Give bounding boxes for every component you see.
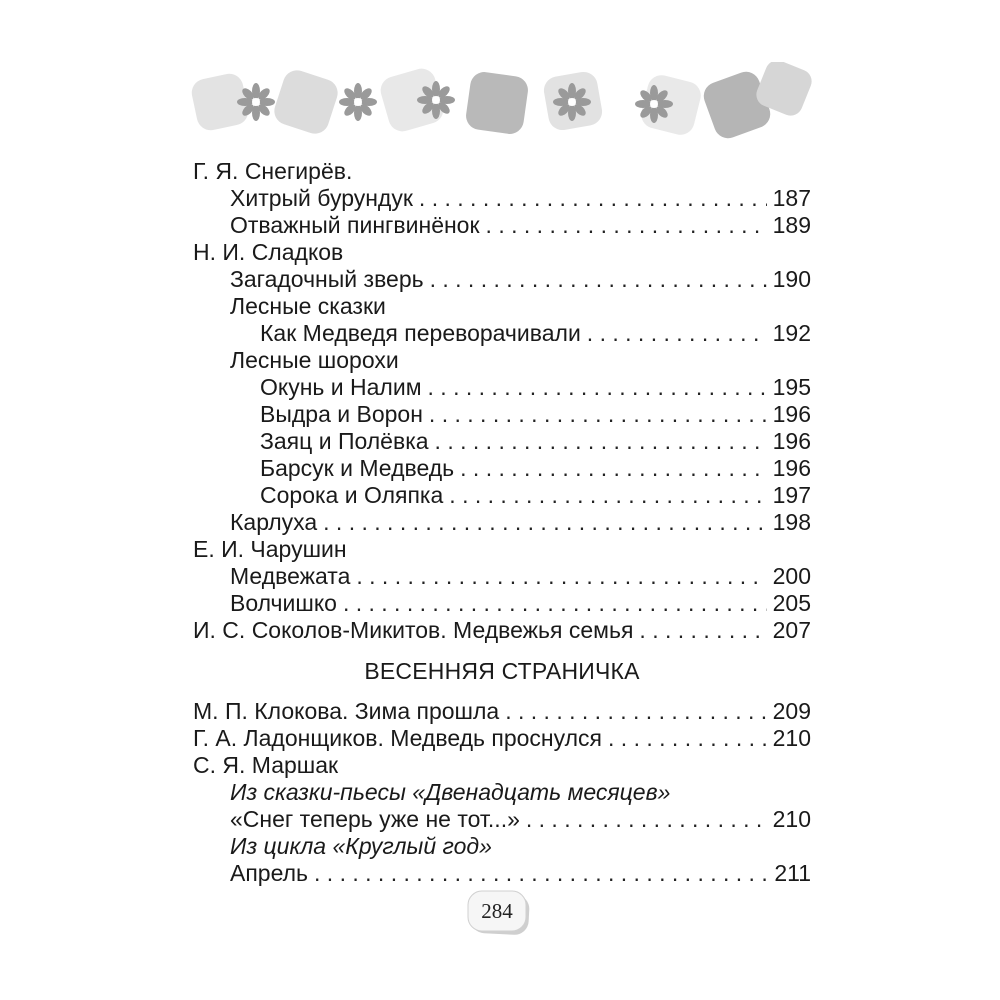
toc-dot-leader <box>419 185 767 212</box>
toc-entry-title: Н. И. Сладков <box>193 239 344 265</box>
toc-entry <box>193 293 811 320</box>
toc-dot-leader <box>343 590 767 617</box>
toc-entry-page: 210 <box>772 806 811 832</box>
header-ornament <box>188 62 816 142</box>
toc-entry-title: Лесные сказки <box>230 293 386 319</box>
toc-entry-page: 192 <box>772 320 811 346</box>
toc-dot-leader <box>526 806 767 833</box>
toc-entry-title: Лесные шорохи <box>230 347 399 373</box>
toc-entry-page: 197 <box>772 482 811 508</box>
toc-entry <box>193 266 811 293</box>
toc-entry-title: Волчишко <box>230 590 337 616</box>
toc-dot-leader <box>460 455 766 482</box>
toc-entry-title: Из цикла «Круглый год» <box>230 833 492 859</box>
table-of-contents <box>193 158 811 887</box>
toc-entry <box>193 212 811 239</box>
toc-entry <box>193 806 811 833</box>
toc-dot-leader <box>486 212 767 239</box>
toc-entry <box>193 401 811 428</box>
toc-entry-title: Г. А. Ладонщиков. Медведь проснулся <box>193 725 603 751</box>
toc-dot-leader <box>314 860 768 887</box>
toc-entry-title: Е. И. Чарушин <box>193 536 347 562</box>
toc-entry-page: 209 <box>772 698 811 724</box>
toc-entry-title: Карлуха <box>230 509 318 535</box>
ornament-tile-4 <box>464 70 530 136</box>
toc-dot-leader <box>356 563 766 590</box>
toc-entry-page: 195 <box>772 374 811 400</box>
toc-entry <box>193 320 811 347</box>
toc-entry-title: Хитрый бурундук <box>230 185 413 211</box>
toc-entry-title: Заяц и Полёвка <box>260 428 429 454</box>
toc-entry <box>193 428 811 455</box>
toc-dot-leader <box>429 401 767 428</box>
toc-entry-title: Загадочный зверь <box>230 266 424 292</box>
toc-entry-title: Окунь и Налим <box>260 374 422 400</box>
section-heading: ВЕСЕННЯЯ СТРАНИЧКА <box>364 658 640 684</box>
ornament-tile-2 <box>271 67 342 138</box>
toc-entry-page: 198 <box>772 509 811 535</box>
toc-entry-title: Выдра и Ворон <box>260 401 423 427</box>
toc-entry-page: 207 <box>772 617 811 643</box>
toc-entry-page: 211 <box>774 860 811 886</box>
toc-dot-leader <box>639 617 766 644</box>
flower-icon <box>339 83 377 121</box>
toc-section-1 <box>193 158 811 644</box>
page-number: 284 <box>481 899 513 923</box>
toc-entry <box>193 347 811 374</box>
toc-entry <box>193 482 811 509</box>
toc-entry-page: 200 <box>772 563 811 589</box>
toc-entry <box>193 860 811 887</box>
toc-entry-title: «Снег теперь уже не тот...» <box>230 806 520 832</box>
toc-entry-page: 187 <box>772 185 811 211</box>
toc-entry-page: 190 <box>772 266 811 292</box>
toc-entry-page: 196 <box>772 401 811 427</box>
toc-entry-title: Как Медведя переворачивали <box>260 320 581 346</box>
toc-entry <box>193 185 811 212</box>
toc-entry-title: Отважный пингвинёнок <box>230 212 480 238</box>
toc-entry-title: Сорока и Оляпка <box>260 482 444 508</box>
toc-entry-page: 205 <box>772 590 811 616</box>
toc-entry-title: С. Я. Маршак <box>193 752 339 778</box>
toc-entry <box>193 833 811 860</box>
toc-dot-leader <box>505 698 766 725</box>
toc-section-2 <box>193 698 811 887</box>
toc-entry <box>193 563 811 590</box>
toc-entry <box>193 374 811 401</box>
toc-dot-leader <box>430 266 767 293</box>
toc-entry <box>193 455 811 482</box>
toc-dot-leader <box>435 428 767 455</box>
toc-entry <box>193 698 811 725</box>
toc-entry-title: Из сказки-пьесы «Двенадцать месяцев» <box>230 779 671 805</box>
toc-entry <box>193 752 811 779</box>
toc-entry-page: 189 <box>772 212 811 238</box>
toc-entry-title: И. С. Соколов-Микитов. Медвежья семья <box>193 617 634 643</box>
toc-entry-page: 196 <box>772 455 811 481</box>
toc-entry-title: Апрель <box>230 860 309 886</box>
toc-entry <box>193 158 811 185</box>
toc-entry <box>193 509 811 536</box>
toc-dot-leader <box>323 509 766 536</box>
toc-dot-leader <box>428 374 767 401</box>
toc-entry <box>193 590 811 617</box>
toc-entry-title: М. П. Клокова. Зима прошла <box>193 698 500 724</box>
toc-entry-title: Г. Я. Снегирёв. <box>193 158 353 184</box>
toc-entry <box>193 779 811 806</box>
toc-entry <box>193 617 811 644</box>
toc-entry-title: Барсук и Медведь <box>260 455 455 481</box>
toc-entry <box>193 239 811 266</box>
toc-dot-leader <box>449 482 766 509</box>
toc-dot-leader <box>587 320 767 347</box>
toc-entry <box>193 536 811 563</box>
toc-entry-page: 196 <box>772 428 811 454</box>
toc-entry <box>193 725 811 752</box>
toc-entry-page: 210 <box>772 725 811 751</box>
toc-entry-title: Медвежата <box>230 563 351 589</box>
toc-dot-leader <box>608 725 767 752</box>
